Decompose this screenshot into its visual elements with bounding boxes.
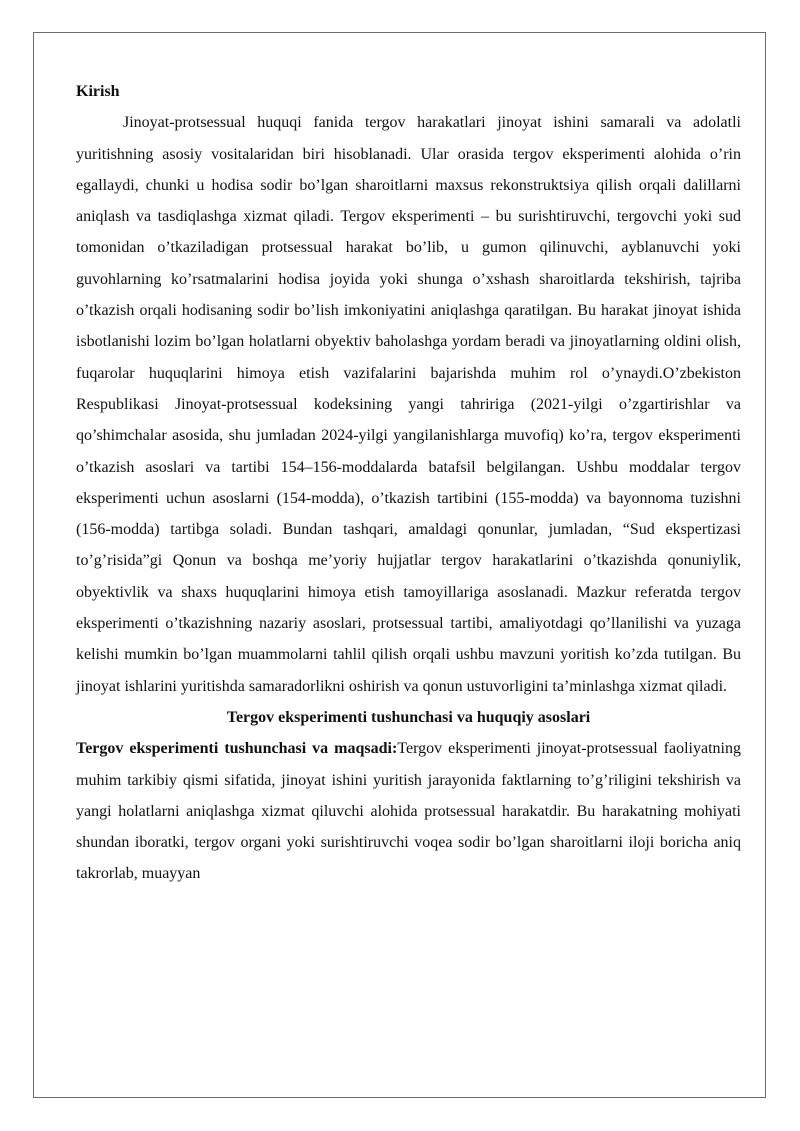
intro-paragraph: Jinoyat-protsessual huquqi fanida tergov harakatlari jinoyat ishini samarali va adolatli yuritishning asosiy vositalaridan biri hisoblanadi. Ular orasida tergov eksperimenti alohida o’rin egallaydi, chunki u hodisa sodir bo’lgan sharoitlarni maxsus rekonstruktsiya qilish orqali dalillarni aniqlash va tasdiqlashga xizmat qiladi. Tergov eksperimenti – bu surishtiruvchi, tergovchi yoki sud tomonidan o’tkaziladigan protsessual harakat bo’lib, u gumon qilinuvchi, ayblanuvchi yoki guvohlarning ko’rsatmalarini hodisa joyida yoki shunga o’xshash sharoitlarda tekshirish, tajriba o’tkazish orqali hodisaning sodir bo’lish imkoniyatini aniqlashga qaratilgan. Bu harakat jinoyat ishida isbotlanishi lozim bo’lgan holatlarni obyektiv baholashga yordam beradi va jinoyatlarning oldini olish, fuqarolar huquqlarini himoya etish vazifalarini bajarishda muhim rol o’ynaydi.O’zbekiston Respublikasi Jinoyat-protsessual kodeksining yangi tahririga (2021-yilgi o’zgartirishlar va qo’shimchalar asosida, shu jumladan 2024-yilgi yangilanishlarga muvofiq) ko’ra, tergov eksperimenti o’tkazish asoslari va tartibi 154–156-moddalarda batafsil belgilangan. Ushbu moddalar tergov eksperimenti uchun asoslarni (154-modda), o’tkazish tartibini (155-modda) va bayonnoma tuzishni (156-modda) tartibga soladi. Bundan tashqari, amaldagi qonunlar, jumladan, “Sud ekspertizasi to’g’risida”gi Qonun va boshqa me’yoriy hujjatlar tergov harakatlarini o’tkazishda qonuniylik, obyektivlik va shaxs huquqlarini himoya etish tamoyillariga asoslanadi. Mazkur referatda tergov eksperimenti o’tkazishning nazariy asoslari, protsessual tartibi, amaliyotdagi qo’llanilishi va yuzaga kelishi mumkin bo’lgan muammolarni tahlil qilish orqali ushbu mavzuni yoritish ko’zda tutilgan. Bu jinoyat ishlarini yuritishda samaradorlikni oshirish va qonun ustuvorligini ta’minlashga xizmat qiladi. bbox=[76, 114, 741, 695]
intro-heading: Kirish bbox=[76, 83, 120, 100]
document-body bbox=[76, 76, 741, 890]
section-title: Tergov eksperimenti tushunchasi va huquqiy asoslari bbox=[226, 708, 591, 726]
subsection-text: Tergov eksperimenti jinoyat-protsessual faoliyatning muhim tarkibiy qismi sifatida, jinoyat ishini yuritish jarayonida faktlarning to’g’riligini tekshirish va yangi holatlarni aniqlashga xizmat qiluvchi alohida protsessual harakatdir. Bu harakatning mohiyati shundan iboratki, tergov organi yoki surishtiruvchi voqea sodir bo’lgan sharoitlarni iloji boricha aniq takrorlab, muayyan bbox=[76, 740, 741, 883]
subsection-paragraph bbox=[76, 733, 741, 889]
subsection-label: Tergov eksperimenti tushunchasi va maqsadi: bbox=[76, 740, 398, 758]
